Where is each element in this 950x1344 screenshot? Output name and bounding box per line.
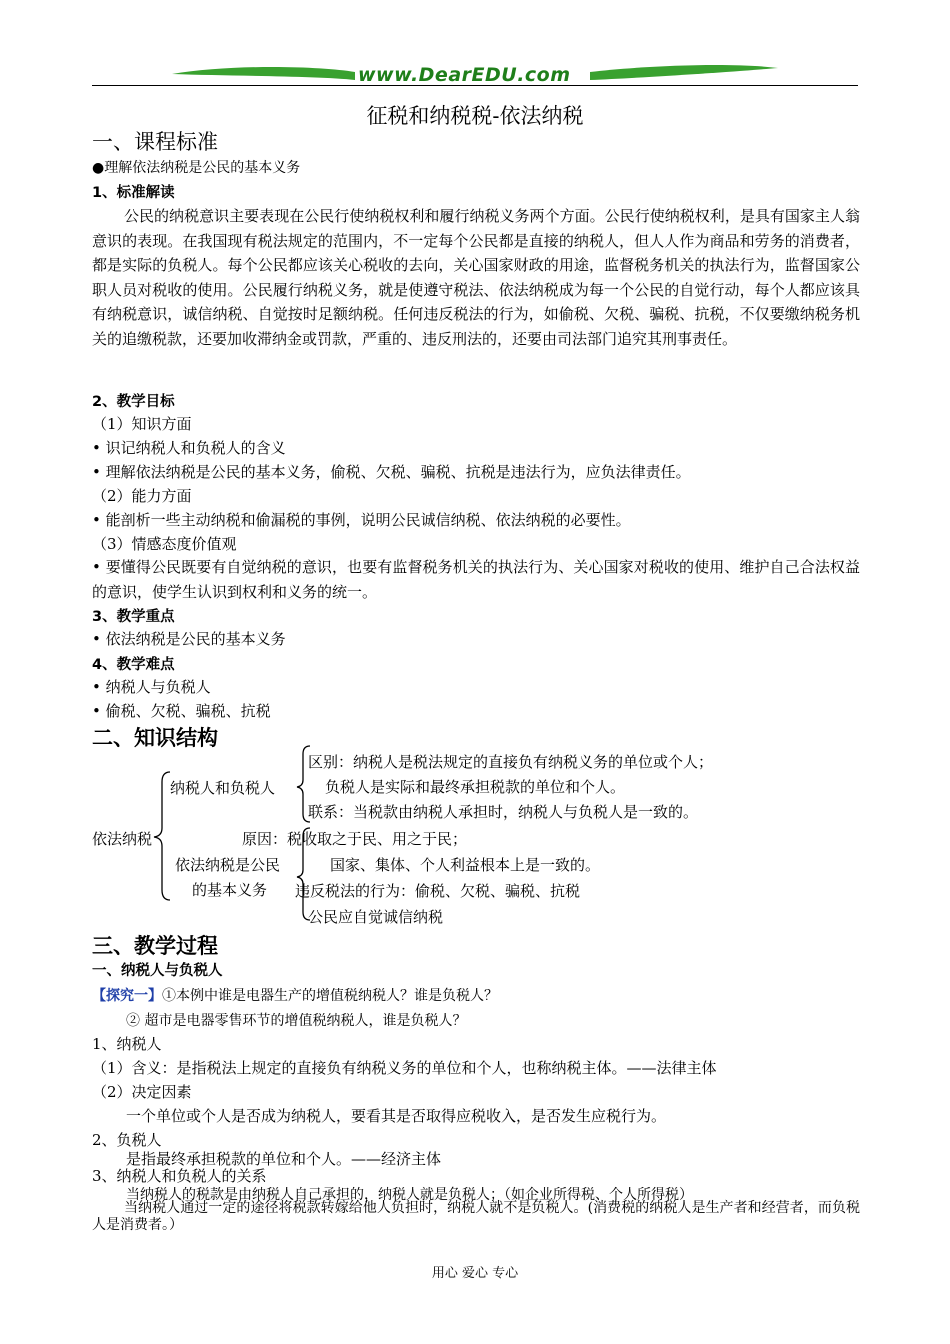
question-text: ①本例中谁是电器生产的增值税纳税人？谁是负税人？ (162, 988, 498, 1004)
topic-heading: 3、纳税人和负税人的关系 (92, 1167, 267, 1185)
topic-body: 一个单位或个人是否成为纳税人，要看其是否取得应税收入，是否发生应税行为。 (126, 1107, 667, 1125)
structure-leaf: 原因：税收取之于民、用之于民； (242, 830, 468, 848)
topic-heading: 2、负税人 (92, 1131, 162, 1149)
subsection-heading: 4、教学难点 (92, 657, 175, 673)
standard-interpretation-paragraph: 公民的纳税意识主要表现在公民行使纳税权利和履行纳税义务两个方面。公民行使纳税权利，是具有国家主人翁意识的表现。在我国现有税法规定的范围内，不一定每个公民都是直接的纳税人，但人人作为商品和劳务的消费者，都是实际的负税人。每个公民都应该关心税收的去向，关心国家财政的用途，监督税务机关的执法行为，监督国家公职人员对税收的使用。公民履行纳税义务，就是使遵守税法、依法纳税成为每一个公民的自觉行动，每个人都应该具有纳税意识，诚信纳税、自觉按时足额纳税。任何违反税法的行为，如偷税、欠税、骗税、抗税，不仅要缴纳税务机关的追缴税款，还要加收滞纳金或罚款，严重的、违反刑法的，还要由司法部门追究其刑事责任。 (92, 207, 860, 348)
goal-category: （1）知识方面 (92, 415, 192, 433)
list-item: • 能剖析一些主动纳税和偷漏税的事例，说明公民诚信纳税、依法纳税的必要性。 (92, 511, 631, 529)
structure-branch: 的基本义务 (192, 881, 268, 899)
goal-category: （2）能力方面 (92, 487, 192, 505)
page-footer: 用心 爱心 专心 (431, 1266, 519, 1281)
structure-root: 依法纳税 (92, 830, 153, 848)
structure-leaf: 区别：纳税人是税法规定的直接负有纳税义务的单位或个人； (308, 753, 714, 771)
list-item: • 偷税、欠税、骗税、抗税 (92, 702, 271, 720)
header-rule (92, 85, 858, 86)
list-item: • 要懂得公民既要有自觉纳税的意识，也要有监督税务机关的执法行为、关心国家对税收的使用、维护自己合法权益的意识，使学生认识到权利和义务的统一。 (92, 558, 860, 601)
subsection-heading: 3、教学重点 (92, 609, 175, 625)
explore-question: ② 超市是电器零售环节的增值税纳税人，谁是负税人？ (126, 1013, 467, 1029)
curriculum-standard-bullet: ●理解依法纳税是公民的基本义务 (92, 160, 301, 176)
topic-body: 当纳税人的税款是由纳税人自己承担的，纳税人就是负税人；（如企业所得税、个人所得税） (126, 1187, 693, 1203)
structure-branch: 纳税人和负税人 (170, 779, 276, 797)
explore-question (92, 985, 498, 1005)
structure-branch: 依法纳税是公民 (175, 856, 281, 874)
structure-leaf: 违反税法的行为：偷税、欠税、骗税、抗税 (295, 882, 581, 900)
subsection-heading: 1、标准解读 (92, 185, 175, 201)
subsection-heading: 2、教学目标 (92, 394, 175, 410)
structure-leaf: 联系：当税款由纳税人承担时，纳税人与负税人是一致的。 (308, 803, 699, 821)
structure-leaf: 公民应自觉诚信纳税 (308, 908, 444, 926)
list-item: • 依法纳税是公民的基本义务 (92, 630, 286, 648)
structure-leaf: 国家、集体、个人利益根本上是一致的。 (330, 856, 601, 874)
goal-category: （3）情感态度价值观 (92, 535, 237, 553)
topic-body: 是指最终承担税款的单位和个人。——经济主体 (126, 1150, 442, 1168)
section-heading: 二、知识结构 (92, 726, 218, 750)
topic-body: 当纳税人通过一定的途径将税款转嫁给他人负担时，纳税人就不是负税人。(消费税的纳税人是生产者和经营者，而负税人是消费者。） (92, 1200, 860, 1233)
section-heading: 三、教学过程 (92, 934, 218, 958)
document-title: 征税和纳税税-依法纳税 (366, 104, 584, 128)
explore-tag: 【探究一】 (92, 988, 162, 1004)
section-heading: 一、课程标准 (92, 130, 218, 154)
topic-heading: 1、纳税人 (92, 1035, 162, 1053)
definition: （1）含义：是指税法上规定的直接负有纳税义务的单位和个人，也称纳税主体。——法律主体 (92, 1059, 717, 1077)
list-item: • 识记纳税人和负税人的含义 (92, 439, 286, 457)
subsection-heading: 一、纳税人与负税人 (92, 963, 223, 979)
list-item: • 纳税人与负税人 (92, 678, 211, 696)
topic-subheading: （2）决定因素 (92, 1083, 192, 1101)
list-item: • 理解依法纳税是公民的基本义务，偷税、欠税、骗税、抗税是违法行为，应负法律责任。 (92, 463, 691, 481)
structure-leaf: 负税人是实际和最终承担税款的单位和个人。 (325, 778, 626, 796)
site-logo[interactable]: www.DearEDU.com (358, 64, 571, 86)
